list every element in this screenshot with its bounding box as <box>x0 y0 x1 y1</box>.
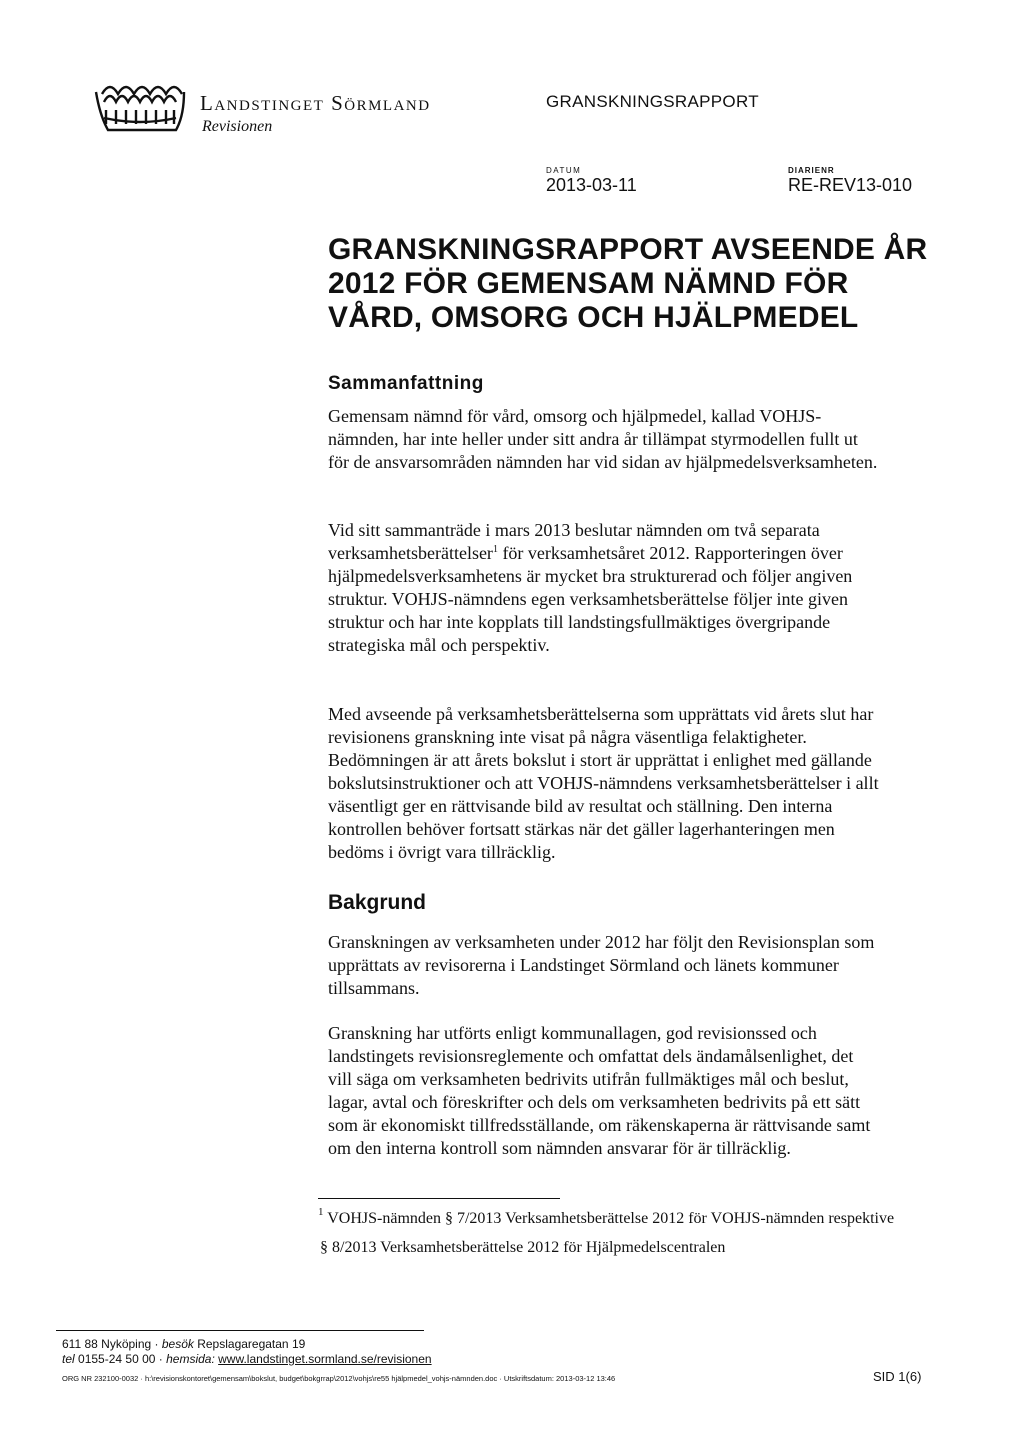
footnote-text: VOHJS-nämnden § 7/2013 Verksamhetsberättelse 2012 för VOHJS-nämnden respektive <box>327 1210 895 1227</box>
title-line: VÅRD, OMSORG OCH HJÄLPMEDEL <box>328 301 859 334</box>
text-line <box>328 542 938 565</box>
text-line: vill säga om verksamheten bedrivits utifrån fullmäktiges mål och beslut, <box>328 1069 849 1089</box>
footnote-divider <box>318 1198 560 1199</box>
footer-address <box>62 1337 305 1351</box>
text-line: landstingets revisionsreglemente och omfattat dels ändamålsenlighet, det <box>328 1046 854 1066</box>
text-line: bedöms i övrigt vara tillräcklig. <box>328 842 556 862</box>
footnote-line-1 <box>318 1206 895 1228</box>
footer-contact <box>62 1352 432 1366</box>
text-line: Bedömningen är att årets bokslut i stort är upprättat i enlighet med gällande <box>328 750 872 770</box>
text-line: tillsammans. <box>328 978 420 998</box>
org-name: Landstinget Sörmland <box>200 91 431 115</box>
text-line: struktur. VOHJS-nämndens egen verksamhetsberättelse följer inte given <box>328 589 849 609</box>
text-line: Granskning har utförts enligt kommunallagen, god revisionssed och <box>328 1023 817 1043</box>
footnote-reference[interactable]: 1 <box>492 544 498 555</box>
text-line: för de ansvarsområden nämnden har vid sidan av hjälpmedelsverksamheten. <box>328 452 878 472</box>
landstinget-crown-logo <box>92 82 188 136</box>
text-line: Med avseende på verksamhetsberättelserna som upprättats vid årets slut har <box>328 704 874 724</box>
text-line: bokslutsinstruktioner och att VOHJS-nämndens verksamhetsberättelser i allt <box>328 773 879 793</box>
background-paragraph-2 <box>328 1022 938 1160</box>
summary-paragraph-3 <box>328 703 938 864</box>
footnote-marker: 1 <box>318 1206 324 1218</box>
summary-paragraph-1 <box>328 405 938 474</box>
diarie-value: RE-REV13-010 <box>788 175 913 195</box>
text-line: Granskningen av verksamheten under 2012 har följt den Revisionsplan som <box>328 932 875 952</box>
date-value: 2013-03-11 <box>546 175 637 195</box>
text-line: hjälpmedelsverksamhetens är mycket bra strukturerad och följer angiven <box>328 566 853 586</box>
org-subtitle: Revisionen <box>202 118 273 135</box>
text-line: upprättats av revisorerna i Landstinget Sörmland och länets kommuner <box>328 955 839 975</box>
text-line: om den interna kontroll som nämnden ansvarar för är tillräcklig. <box>328 1138 791 1158</box>
footer-divider <box>56 1330 424 1331</box>
text-line: lagar, avtal och föreskrifter och dels om verksamheten bedrivits på ett sätt <box>328 1092 861 1112</box>
text-line: revisionens granskning inte visat på några väsentliga felaktigheter. <box>328 727 807 747</box>
text-fragment: för verksamhetsåret 2012. Rapporteringen över <box>497 543 843 563</box>
background-paragraph-1 <box>328 931 938 1000</box>
page-number: SID 1(6) <box>873 1369 922 1384</box>
visit-address: Repslagaregatan 19 <box>193 1337 306 1351</box>
text-line: strategiska mål och perspektiv. <box>328 635 550 655</box>
text-fragment: verksamhetsberättelser <box>328 543 493 563</box>
title-line: 2012 FÖR GEMENSAM NÄMND FÖR <box>328 267 849 300</box>
text-line: kontrollen behöver fortsatt stärkas när det gäller lagerhanteringen men <box>328 819 835 839</box>
address-text: 611 88 Nyköping · <box>62 1337 162 1351</box>
date-label: DATUM <box>546 166 582 175</box>
summary-paragraph-2 <box>328 519 938 657</box>
website-link[interactable]: www.landstinget.sormland.se/revisionen <box>218 1352 432 1366</box>
tel-label: tel <box>62 1352 75 1366</box>
text-line: som är ekonomiskt tillfredsställande, om räkenskaperna är rättvisande samt <box>328 1115 871 1135</box>
title-line: GRANSKNINGSRAPPORT AVSEENDE ÅR <box>328 233 928 266</box>
background-heading: Bakgrund <box>328 891 427 914</box>
summary-heading: Sammanfattning <box>328 373 484 394</box>
web-label: hemsida: <box>166 1352 215 1366</box>
report-title <box>328 233 968 335</box>
text-line: nämnden, har inte heller under sitt andra år tillämpat styrmodellen fullt ut <box>328 429 858 449</box>
text-line: Gemensam nämnd för vård, omsorg och hjälpmedel, kallad VOHJS- <box>328 406 822 426</box>
footnote-line-2: § 8/2013 Verksamhetsberättelse 2012 för Hjälpmedelscentralen <box>320 1239 726 1256</box>
document-type: GRANSKNINGSRAPPORT <box>546 92 759 111</box>
text-line: struktur och har inte kopplats till landstingsfullmäktiges övergripande <box>328 612 831 632</box>
visit-label: besök <box>161 1337 194 1351</box>
text-line: Vid sitt sammanträde i mars 2013 beslutar nämnden om två separata <box>328 520 820 540</box>
footer-meta: ORG NR 232100-0032 · h:\revisionskontoret\gemensam\bokslut, budget\bokgrrap\2012\vohjs\re55 hjälpmedel_vohjs-nämnden.doc · Utskriftsdatum: 2013-03-12 13:46 <box>62 1374 616 1383</box>
text-line: väsentligt ger en rättvisande bild av resultat och ställning. Den interna <box>328 796 833 816</box>
diarie-label: DIARIENR <box>788 166 835 175</box>
tel-value: 0155-24 50 00 · <box>74 1352 167 1366</box>
